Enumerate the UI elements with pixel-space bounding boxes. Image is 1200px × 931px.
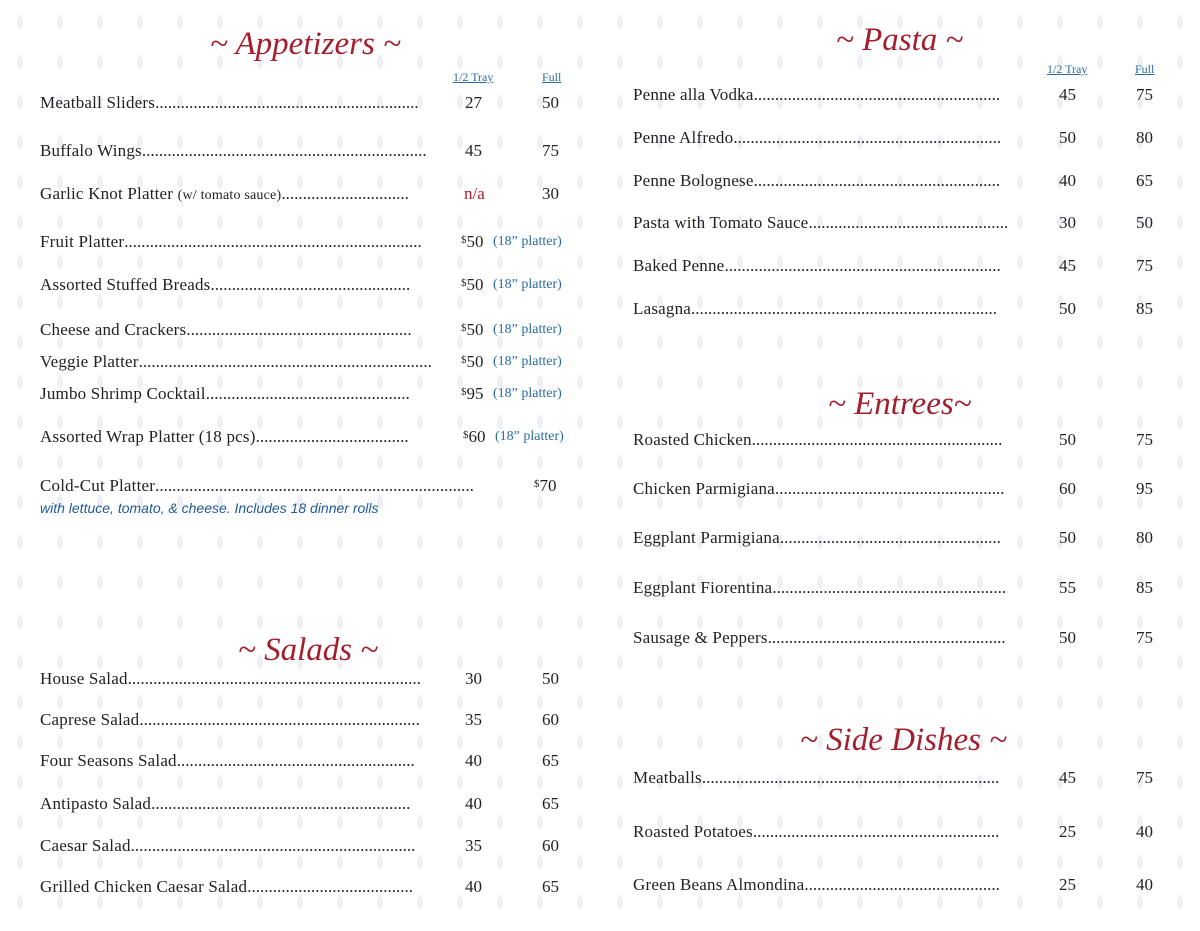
item-name: Lasagna........................................................................ <box>633 299 998 318</box>
price-half-tray: 30 <box>1059 213 1076 232</box>
item-name: Garlic Knot Platter (w/ tomato sauce).............................. <box>40 184 409 203</box>
price-half-tray: 50 <box>1059 430 1076 449</box>
price-full: 50 <box>1136 213 1153 232</box>
price-half-tray: 45 <box>465 141 482 160</box>
menu-item-chicken-parmigiana <box>633 479 1173 503</box>
item-name: Roasted Potatoes.......................................................... <box>633 822 1000 841</box>
menu-item-eggplant-fiorentina <box>633 578 1173 602</box>
price-half-tray: 45 <box>1059 768 1076 787</box>
appetizers-full-header: Full <box>542 70 562 84</box>
menu-item-house-salad <box>40 669 580 693</box>
menu-item-assorted-stuffed-breads <box>40 275 580 299</box>
price-full: 50 <box>542 93 559 112</box>
price-half-tray: 45 <box>1059 256 1076 275</box>
menu-item-meatballs <box>633 768 1173 792</box>
cold-cut-description: with lettuce, tomato, & cheese. Includes 18 dinner rolls <box>40 500 379 516</box>
price-full: 95 <box>1136 479 1153 498</box>
item-name: Cheese and Crackers..................................................... <box>40 320 412 339</box>
price-full: 85 <box>1136 578 1153 597</box>
platter-size-note: (18” platter) <box>493 322 562 337</box>
item-name: Four Seasons Salad........................................................ <box>40 751 415 770</box>
menu-item-penne-bolognese <box>633 171 1173 195</box>
item-name: Roasted Chicken........................................................... <box>633 430 1003 449</box>
price-full: 30 <box>542 184 559 203</box>
item-name: Assorted Wrap Platter (18 pcs).................................... <box>40 427 409 446</box>
item-name: Meatballs...................................................................... <box>633 768 1000 787</box>
price-platter: $50 <box>461 352 484 371</box>
price-half-tray: 40 <box>465 794 482 813</box>
item-name: Pasta with Tomato Sauce............................................... <box>633 213 1009 232</box>
price-half-tray: 40 <box>465 751 482 770</box>
item-name: Grilled Chicken Caesar Salad....................................... <box>40 877 413 896</box>
side-dishes-heading: ~ Side Dishes ~ <box>800 722 1008 758</box>
price-platter: $50 <box>461 275 484 294</box>
price-full: 65 <box>542 877 559 896</box>
item-name: Cold-Cut Platter........................................................................... <box>40 476 474 495</box>
price-full: 80 <box>1136 128 1153 147</box>
menu-item-cheese-and-crackers <box>40 320 580 344</box>
item-name: Green Beans Almondina.............................................. <box>633 875 1000 894</box>
menu-item-grilled-chicken-caesar-salad <box>40 877 580 901</box>
menu-item-buffalo-wings <box>40 141 580 165</box>
platter-size-note: (18” platter) <box>493 386 562 401</box>
price-half-tray: 25 <box>1059 875 1076 894</box>
price-full: 65 <box>542 794 559 813</box>
price-half-tray: 50 <box>1059 299 1076 318</box>
pasta-heading: ~ Pasta ~ <box>836 22 964 58</box>
price-half-tray: 27 <box>465 93 482 112</box>
price-full: 40 <box>1136 875 1153 894</box>
menu-item-garlic-knot-platter <box>40 184 580 208</box>
item-name: Eggplant Fiorentina....................................................... <box>633 578 1007 597</box>
menu-item-penne-alfredo <box>633 128 1173 152</box>
item-name: Caprese Salad.................................................................. <box>40 710 420 729</box>
menu-item-baked-penne <box>633 256 1173 280</box>
price-platter: $60 <box>463 427 486 446</box>
price-full: 75 <box>1136 768 1153 787</box>
pasta-half-tray-header: 1/2 Tray <box>1047 62 1088 76</box>
price-full: 40 <box>1136 822 1153 841</box>
entrees-heading: ~ Entrees~ <box>828 386 972 422</box>
item-name: Penne alla Vodka.......................................................... <box>633 85 1001 104</box>
price-half-tray: 35 <box>465 710 482 729</box>
item-note: (w/ tomato sauce) <box>177 188 282 203</box>
item-name: Fruit Platter...................................................................... <box>40 232 422 251</box>
price-full: 65 <box>542 751 559 770</box>
item-name: Antipasto Salad............................................................. <box>40 794 411 813</box>
item-name: Assorted Stuffed Breads............................................... <box>40 275 411 294</box>
price-half-tray: 30 <box>465 669 482 688</box>
price-half-tray: n/a <box>464 184 485 203</box>
item-name: House Salad..................................................................... <box>40 669 421 688</box>
price-full: 65 <box>1136 171 1153 190</box>
platter-size-note: (18” platter) <box>493 277 562 292</box>
item-name: Chicken Parmigiana...................................................... <box>633 479 1005 498</box>
item-name: Sausage & Peppers........................................................ <box>633 628 1006 647</box>
item-name: Jumbo Shrimp Cocktail................................................ <box>40 384 410 403</box>
item-name: Penne Alfredo............................................................... <box>633 128 1002 147</box>
item-name: Eggplant Parmigiana.................................................... <box>633 528 1001 547</box>
item-name: Baked Penne................................................................. <box>633 256 1001 275</box>
menu-item-caesar-salad <box>40 836 580 860</box>
price-full: 60 <box>542 836 559 855</box>
price-full: 80 <box>1136 528 1153 547</box>
menu-item-meatball-sliders <box>40 93 580 117</box>
price-full: 75 <box>1136 256 1153 275</box>
menu-item-caprese-salad <box>40 710 580 734</box>
price-half-tray: 40 <box>1059 171 1076 190</box>
salads-heading: ~ Salads ~ <box>238 632 379 668</box>
price-half-tray: 25 <box>1059 822 1076 841</box>
menu-item-eggplant-parmigiana <box>633 528 1173 552</box>
menu-item-lasagna <box>633 299 1173 323</box>
pasta-full-header: Full <box>1135 62 1155 76</box>
price-platter: $50 <box>461 320 484 339</box>
platter-size-note: (18” platter) <box>495 429 564 444</box>
price-platter: $95 <box>461 384 484 403</box>
platter-size-note: (18” platter) <box>493 234 562 249</box>
price-half-tray: 35 <box>465 836 482 855</box>
menu-item-sausage-and-peppers <box>633 628 1173 652</box>
menu-item-jumbo-shrimp-cocktail <box>40 384 580 408</box>
item-name: Buffalo Wings................................................................... <box>40 141 427 160</box>
appetizers-heading: ~ Appetizers ~ <box>210 26 401 62</box>
price-half-tray: 60 <box>1059 479 1076 498</box>
price-full: 85 <box>1136 299 1153 318</box>
menu-item-penne-alla-vodka <box>633 85 1173 109</box>
appetizers-half-tray-header: 1/2 Tray <box>453 70 494 84</box>
menu-item-roasted-chicken <box>633 430 1173 454</box>
price-platter: $50 <box>461 232 484 251</box>
price-full: 50 <box>542 669 559 688</box>
menu-item-fruit-platter <box>40 232 580 256</box>
menu-item-pasta-with-tomato-sauce <box>633 213 1173 237</box>
platter-size-note: (18” platter) <box>493 354 562 369</box>
item-name: Penne Bolognese.......................................................... <box>633 171 1001 190</box>
menu-item-antipasto-salad <box>40 794 580 818</box>
menu-item-assorted-wrap-platter <box>40 427 580 451</box>
menu-item-roasted-potatoes <box>633 822 1173 846</box>
menu-item-green-beans-almondina <box>633 875 1173 899</box>
item-name: Veggie Platter..................................................................... <box>40 352 432 371</box>
price-half-tray: 50 <box>1059 528 1076 547</box>
price-half-tray: 50 <box>1059 628 1076 647</box>
price-full: 75 <box>542 141 559 160</box>
menu-item-four-seasons-salad <box>40 751 580 775</box>
item-name: Meatball Sliders.............................................................. <box>40 93 419 112</box>
price-full: 75 <box>1136 628 1153 647</box>
price-half-tray: 55 <box>1059 578 1076 597</box>
menu-item-veggie-platter <box>40 352 580 376</box>
price-half-tray: 50 <box>1059 128 1076 147</box>
price-full: 60 <box>542 710 559 729</box>
price-half-tray: 40 <box>465 877 482 896</box>
menu-item-cold-cut-platter <box>40 476 580 500</box>
price-full: 75 <box>1136 430 1153 449</box>
price-platter: $70 <box>534 476 557 495</box>
price-half-tray: 45 <box>1059 85 1076 104</box>
item-name: Caesar Salad................................................................... <box>40 836 416 855</box>
price-full: 75 <box>1136 85 1153 104</box>
